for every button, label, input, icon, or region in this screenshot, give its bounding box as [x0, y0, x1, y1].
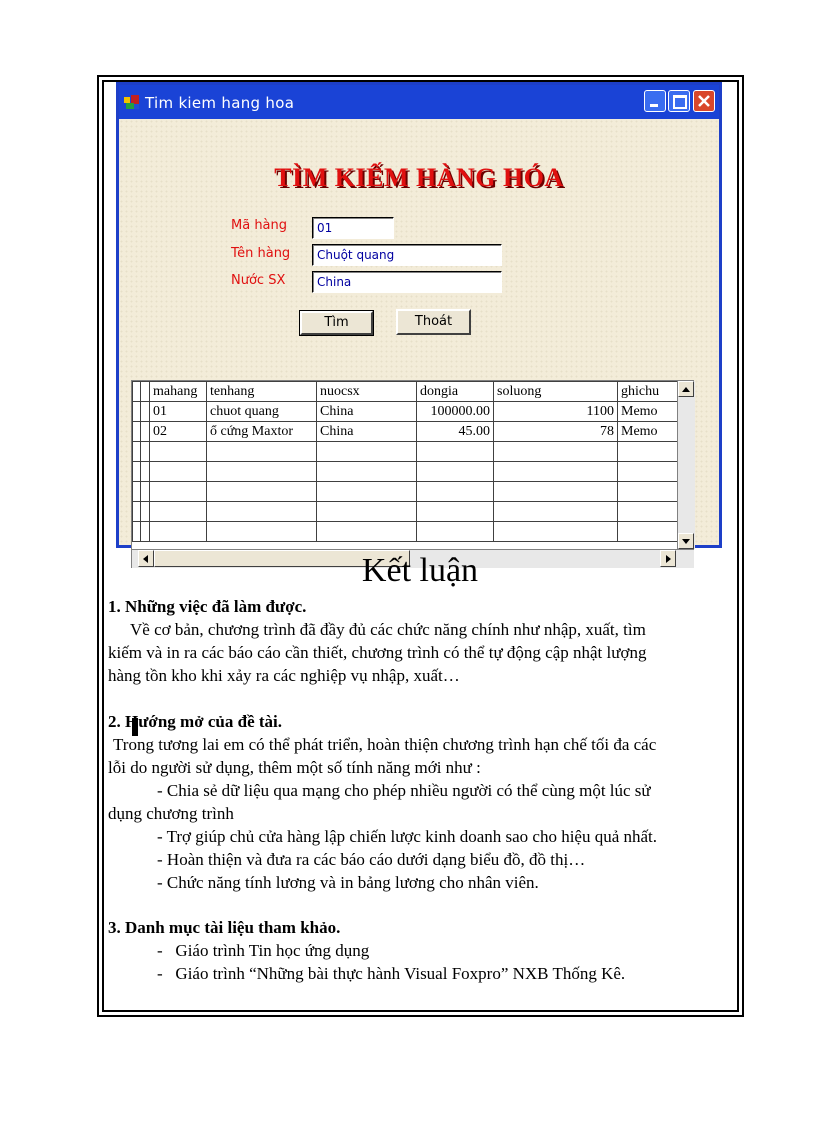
close-button[interactable] — [693, 90, 715, 112]
col-header-ghichu[interactable]: ghichu — [618, 382, 678, 402]
bullet-item: - Chia sẻ dữ liệu qua mạng cho phép nhiều người có thể cùng một lúc sử — [157, 781, 651, 800]
bullet-item: - Hoàn thiện và đưa ra các báo cáo dưới dạng biểu đồ, đồ thị… — [157, 850, 586, 869]
results-table — [132, 381, 678, 542]
arrow-down-icon — [682, 539, 690, 544]
row-marker — [141, 402, 150, 422]
bullet-item: - Chức năng tính lương và in bảng lương cho nhân viên. — [157, 873, 539, 892]
window-titlebar[interactable] — [119, 85, 719, 119]
cell-ghichu[interactable]: Memo — [618, 422, 678, 442]
cell-nuocsx[interactable]: China — [317, 402, 417, 422]
row-marker-header — [141, 382, 150, 402]
paragraph-line: Về cơ bản, chương trình đã đầy đủ các chức năng chính như nhập, xuất, tìm — [130, 620, 646, 639]
col-header-dongia[interactable]: dongia — [417, 382, 494, 402]
results-grid[interactable] — [131, 380, 694, 568]
cell-soluong[interactable]: 1100 — [494, 402, 618, 422]
cell-ghichu[interactable]: Memo — [618, 402, 678, 422]
search-window — [116, 82, 722, 548]
table-row[interactable] — [133, 402, 678, 422]
col-header-nuocsx[interactable]: nuocsx — [317, 382, 417, 402]
maximize-button[interactable] — [668, 90, 690, 112]
window-title: Tim kiem hang hoa — [145, 94, 295, 112]
section3-heading: 3. Danh mục tài liệu tham khảo. — [108, 918, 341, 937]
table-row[interactable] — [133, 422, 678, 442]
nuoc-sx-label: Nước SX — [231, 273, 286, 288]
scroll-down-button[interactable] — [678, 533, 694, 549]
row-selector[interactable] — [133, 422, 141, 442]
paragraph-line: Trong tương lai em có thể phát triển, hoàn thiện chương trình hạn chế tối đa các — [113, 735, 657, 754]
empty-row[interactable] — [133, 442, 678, 462]
empty-row[interactable] — [133, 462, 678, 482]
vertical-scrollbar[interactable] — [677, 381, 695, 549]
scroll-up-button[interactable] — [678, 381, 694, 397]
bullet-continuation: dụng chương trình — [108, 804, 234, 823]
paragraph-line: kiếm và in ra các báo cáo cần thiết, chương trình có thể tự động cập nhật lượng — [108, 643, 647, 662]
col-header-tenhang[interactable]: tenhang — [207, 382, 317, 402]
minimize-button[interactable] — [644, 90, 666, 112]
ten-hang-label: Tên hàng — [231, 246, 291, 261]
close-icon — [697, 94, 711, 108]
foxpro-app-icon — [123, 94, 141, 110]
search-button[interactable]: Tìm — [300, 311, 373, 335]
ma-hang-label: Mã hàng — [231, 218, 288, 233]
cell-tenhang[interactable]: chuot quang — [207, 402, 317, 422]
nuoc-sx-input[interactable]: China — [312, 271, 502, 293]
form-heading: TÌM KIẾM HÀNG HÓA — [274, 163, 564, 192]
empty-row[interactable] — [133, 522, 678, 542]
col-header-mahang[interactable]: mahang — [150, 382, 207, 402]
ten-hang-input[interactable]: Chuột quang — [312, 244, 502, 266]
cell-dongia[interactable]: 100000.00 — [417, 402, 494, 422]
grid-header-row — [133, 382, 678, 402]
paragraph-line: lỗi do người sử dụng, thêm một số tính năng mới như : — [108, 758, 481, 777]
bullet-item: - Trợ giúp chủ cửa hàng lập chiến lược kinh doanh sao cho hiệu quả nhất. — [157, 827, 658, 846]
document-title: Kết luận — [361, 552, 479, 589]
cell-nuocsx[interactable]: China — [317, 422, 417, 442]
cell-soluong[interactable]: 78 — [494, 422, 618, 442]
ma-hang-input[interactable]: 01 — [312, 217, 394, 239]
section2-heading: 2. Hướng mở của đề tài. — [108, 712, 283, 731]
exit-button[interactable]: Thoát — [396, 309, 471, 335]
form-client-area — [119, 119, 719, 545]
empty-row[interactable] — [133, 482, 678, 502]
reference-item: - Giáo trình Tin học ứng dụng — [157, 941, 370, 960]
col-header-soluong[interactable]: soluong — [494, 382, 618, 402]
paragraph-line: hàng tồn kho khi xảy ra các nghiệp vụ nhập, xuất… — [108, 666, 460, 685]
row-selector[interactable] — [133, 402, 141, 422]
row-marker — [141, 422, 150, 442]
row-selector-header — [133, 382, 141, 402]
arrow-up-icon — [682, 387, 690, 392]
cell-tenhang[interactable]: ổ cứng Maxtor — [207, 422, 317, 442]
cell-mahang[interactable]: 01 — [150, 402, 207, 422]
cell-mahang[interactable]: 02 — [150, 422, 207, 442]
cell-dongia[interactable]: 45.00 — [417, 422, 494, 442]
section1-heading: 1. Những việc đã làm được. — [108, 597, 307, 616]
reference-item: - Giáo trình “Những bài thực hành Visual Foxpro” NXB Thống Kê. — [157, 964, 626, 983]
empty-row[interactable] — [133, 502, 678, 522]
